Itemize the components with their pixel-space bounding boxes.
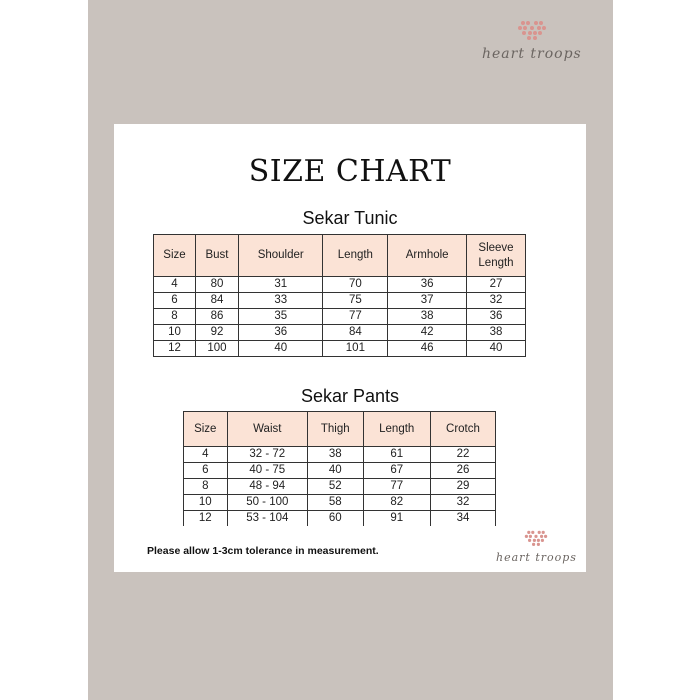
cell: 32 - 72 xyxy=(227,447,308,463)
table-header-row xyxy=(184,412,496,447)
cell: 40 xyxy=(308,463,363,479)
cell: 32 xyxy=(467,293,526,309)
table-row xyxy=(154,325,526,341)
cell: 67 xyxy=(363,463,430,479)
header-armhole: Armhole xyxy=(388,235,467,277)
pants-title: Sekar Pants xyxy=(300,386,400,406)
table-row xyxy=(184,495,496,511)
table-row xyxy=(154,293,526,309)
cell: 4 xyxy=(184,447,228,463)
cell: 36 xyxy=(388,277,467,293)
header-bust: Bust xyxy=(195,235,238,277)
cell: 12 xyxy=(184,511,228,527)
cell: 38 xyxy=(467,325,526,341)
tunic-size-table xyxy=(153,234,526,357)
cell: 42 xyxy=(388,325,467,341)
header-sleeve-length: Sleeve Length xyxy=(467,235,526,277)
cell: 6 xyxy=(184,463,228,479)
header-shoulder: Shoulder xyxy=(239,235,323,277)
cell: 22 xyxy=(430,447,495,463)
cell: 46 xyxy=(388,341,467,357)
cell: 58 xyxy=(308,495,363,511)
table-row xyxy=(154,309,526,325)
cell: 82 xyxy=(363,495,430,511)
cell: 10 xyxy=(154,325,196,341)
cell: 75 xyxy=(323,293,388,309)
cell: 35 xyxy=(239,309,323,325)
cell: 12 xyxy=(154,341,196,357)
cell: 8 xyxy=(154,309,196,325)
pants-size-table xyxy=(183,411,496,526)
cell: 4 xyxy=(154,277,196,293)
header-length: Length xyxy=(323,235,388,277)
cell: 10 xyxy=(184,495,228,511)
cell: 50 - 100 xyxy=(227,495,308,511)
cell: 77 xyxy=(323,309,388,325)
cell: 38 xyxy=(388,309,467,325)
table-row xyxy=(184,463,496,479)
cell: 52 xyxy=(308,479,363,495)
table-header-row xyxy=(154,235,526,277)
cell: 60 xyxy=(308,511,363,527)
header-length: Length xyxy=(363,412,430,447)
cell: 100 xyxy=(195,341,238,357)
cell: 80 xyxy=(195,277,238,293)
heart-dots-icon xyxy=(517,20,547,40)
cell: 26 xyxy=(430,463,495,479)
cell: 32 xyxy=(430,495,495,511)
brand-name: heart troops xyxy=(496,551,577,564)
cell: 38 xyxy=(308,447,363,463)
header-thigh: Thigh xyxy=(308,412,363,447)
chart-title: SIZE CHART xyxy=(248,154,452,189)
cell: 86 xyxy=(195,309,238,325)
table-row xyxy=(184,479,496,495)
cell: 6 xyxy=(154,293,196,309)
cell: 33 xyxy=(239,293,323,309)
brand-name: heart troops xyxy=(482,46,582,62)
cell: 84 xyxy=(195,293,238,309)
cell: 61 xyxy=(363,447,430,463)
size-chart-card xyxy=(114,124,586,572)
header-size: Size xyxy=(154,235,196,277)
table-row xyxy=(184,447,496,463)
brand-logo-bottom xyxy=(496,530,577,564)
cell: 27 xyxy=(467,277,526,293)
cell: 40 xyxy=(239,341,323,357)
table-row xyxy=(184,511,496,527)
table-row xyxy=(154,277,526,293)
header-size: Size xyxy=(184,412,228,447)
cell: 34 xyxy=(430,511,495,527)
cell: 37 xyxy=(388,293,467,309)
brand-logo-top xyxy=(482,20,582,62)
cell: 40 xyxy=(467,341,526,357)
header-crotch: Crotch xyxy=(430,412,495,447)
cell: 36 xyxy=(467,309,526,325)
heart-dots-icon xyxy=(524,530,548,546)
cell: 48 - 94 xyxy=(227,479,308,495)
cell: 91 xyxy=(363,511,430,527)
cell: 31 xyxy=(239,277,323,293)
cell: 70 xyxy=(323,277,388,293)
cell: 8 xyxy=(184,479,228,495)
cell: 29 xyxy=(430,479,495,495)
cell: 101 xyxy=(323,341,388,357)
table-row xyxy=(154,341,526,357)
tolerance-note: Please allow 1-3cm tolerance in measurement. xyxy=(147,545,379,557)
cell: 84 xyxy=(323,325,388,341)
tunic-title: Sekar Tunic xyxy=(302,208,398,228)
cell: 53 - 104 xyxy=(227,511,308,527)
header-waist: Waist xyxy=(227,412,308,447)
cell: 92 xyxy=(195,325,238,341)
cell: 40 - 75 xyxy=(227,463,308,479)
cell: 36 xyxy=(239,325,323,341)
cell: 77 xyxy=(363,479,430,495)
